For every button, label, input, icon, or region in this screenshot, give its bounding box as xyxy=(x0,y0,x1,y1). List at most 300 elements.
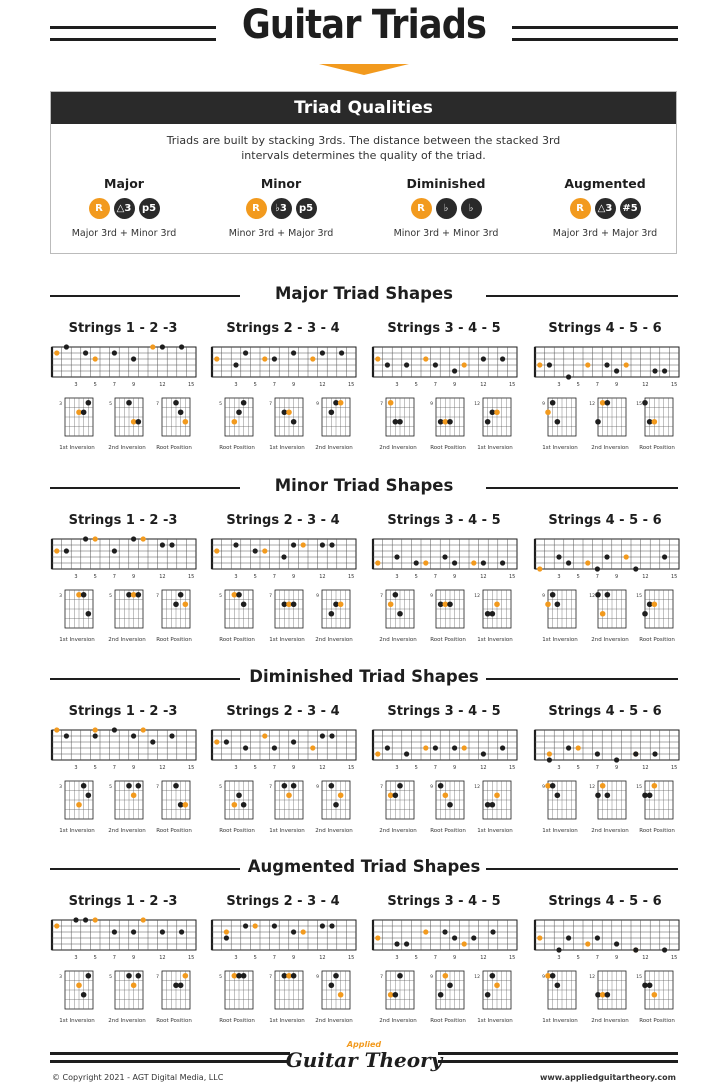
section-title: Major Triad Shapes xyxy=(275,284,453,303)
chord-note-dot xyxy=(291,929,296,934)
chord-fret-number: 9 xyxy=(316,974,319,980)
chord-note-dot xyxy=(320,350,325,355)
chord-box-caption: 1st Inversion xyxy=(542,1018,578,1024)
fret-marker-label: 9 xyxy=(615,955,619,961)
chord-fret-number: 9 xyxy=(316,784,319,790)
chord-note-dot xyxy=(243,350,248,355)
chord-note-dot xyxy=(471,935,476,940)
root-note-dot xyxy=(338,400,344,406)
fret-marker-label: 3 xyxy=(395,955,399,961)
chord-note-dot xyxy=(605,792,611,798)
chord-box-diagram xyxy=(637,397,677,443)
chord-note-dot xyxy=(333,973,339,979)
fret-marker-label: 3 xyxy=(395,765,399,771)
root-note-dot xyxy=(183,419,189,425)
chord-note-dot xyxy=(555,792,561,798)
chord-note-dot xyxy=(291,350,296,355)
fret-marker-label: 7 xyxy=(272,765,276,771)
fretboard-neck-diagram xyxy=(50,345,198,389)
chord-note-dot xyxy=(490,973,496,979)
chord-note-dot xyxy=(83,350,88,355)
fret-marker-label: 7 xyxy=(112,765,116,771)
chord-note-dot xyxy=(112,727,117,732)
chord-box-diagram xyxy=(267,970,307,1016)
chord-box-diagram xyxy=(428,970,468,1016)
chord-box-caption: 1st Inversion xyxy=(59,828,95,834)
chord-note-dot xyxy=(397,419,403,425)
chord-note-dot xyxy=(595,792,601,798)
string-group-title: Strings 1 - 2 -3 xyxy=(68,704,178,719)
string-group-title: Strings 1 - 2 -3 xyxy=(68,321,178,336)
chord-note-dot xyxy=(662,368,667,373)
chord-box-diagram xyxy=(314,780,354,826)
chord-fret-number: 12 xyxy=(589,974,595,980)
chord-fret-number: 12 xyxy=(474,401,480,407)
logo-guitar-theory: Guitar Theory xyxy=(285,1048,443,1072)
fret-marker-label: 15 xyxy=(348,955,355,961)
fretboard-neck-diagram xyxy=(50,537,198,581)
chord-box-caption: Root Position xyxy=(430,637,466,643)
quality-name: Diminished xyxy=(406,176,486,191)
chord-note-dot xyxy=(320,733,325,738)
chord-box-caption: 1st Inversion xyxy=(477,637,513,643)
chord-box-diagram xyxy=(590,970,630,1016)
chord-note-dot xyxy=(438,992,444,998)
chord-fret-number: 12 xyxy=(474,974,480,980)
fret-marker-label: 15 xyxy=(671,765,678,771)
fret-marker-label: 3 xyxy=(557,382,561,388)
chord-note-dot xyxy=(397,783,403,789)
chord-note-dot xyxy=(86,400,92,406)
chord-box-diagram xyxy=(378,780,418,826)
chord-fret-number: 5 xyxy=(219,401,222,407)
chord-note-dot xyxy=(556,554,561,559)
fret-marker-label: 9 xyxy=(615,765,619,771)
fretboard-neck-diagram xyxy=(371,345,519,389)
root-note-dot xyxy=(253,923,258,928)
root-note-dot xyxy=(375,560,380,565)
chord-note-dot xyxy=(64,548,69,553)
chord-note-dot xyxy=(173,400,179,406)
fret-marker-label: 5 xyxy=(93,574,97,580)
chord-fret-number: 7 xyxy=(156,784,159,790)
chord-note-dot xyxy=(550,592,556,598)
root-note-dot xyxy=(141,727,146,732)
string-group-title: Strings 2 - 3 - 4 xyxy=(226,894,340,909)
fret-marker-label: 5 xyxy=(253,382,257,388)
root-note-dot xyxy=(93,727,98,732)
root-note-dot xyxy=(301,929,306,934)
fret-marker-label: 9 xyxy=(292,765,296,771)
chord-fret-number: 9 xyxy=(542,974,545,980)
chord-box-diagram xyxy=(378,397,418,443)
fretboard-neck-diagram xyxy=(210,537,358,581)
fret-marker-label: 12 xyxy=(480,765,487,771)
chord-note-dot xyxy=(173,783,179,789)
chord-note-dot xyxy=(566,374,571,379)
chord-note-dot xyxy=(291,601,297,607)
chord-box-diagram xyxy=(540,397,580,443)
fret-marker-label: 3 xyxy=(74,382,78,388)
string-group-title: Strings 4 - 5 - 6 xyxy=(548,513,662,528)
chord-box-caption: 2nd Inversion xyxy=(108,637,146,643)
fret-marker-label: 7 xyxy=(433,574,437,580)
root-note-dot xyxy=(576,745,581,750)
root-note-dot xyxy=(537,566,542,571)
chord-box-diagram xyxy=(590,589,630,635)
string-group-title: Strings 4 - 5 - 6 xyxy=(548,894,662,909)
chord-note-dot xyxy=(291,542,296,547)
fret-marker-label: 5 xyxy=(93,765,97,771)
chord-note-dot xyxy=(291,419,297,425)
chord-note-dot xyxy=(224,739,229,744)
chord-box-caption: 1st Inversion xyxy=(477,828,513,834)
chord-note-dot xyxy=(614,757,619,762)
chord-note-dot xyxy=(93,733,98,738)
chord-note-dot xyxy=(647,792,653,798)
fret-marker-label: 9 xyxy=(453,382,457,388)
string-group-title: Strings 1 - 2 -3 xyxy=(68,894,178,909)
chord-note-dot xyxy=(500,560,505,565)
fret-marker-label: 7 xyxy=(595,955,599,961)
fret-marker-label: 3 xyxy=(557,574,561,580)
fret-marker-label: 9 xyxy=(615,382,619,388)
root-note-dot xyxy=(423,929,428,934)
chord-fret-number: 7 xyxy=(156,401,159,407)
chord-fret-number: 7 xyxy=(380,401,383,407)
root-note-dot xyxy=(214,548,219,553)
fret-marker-label: 7 xyxy=(112,574,116,580)
string-group-title: Strings 3 - 4 - 5 xyxy=(387,321,501,336)
root-note-dot xyxy=(54,548,59,553)
root-note-dot xyxy=(471,560,476,565)
fret-marker-label: 15 xyxy=(188,382,195,388)
chord-note-dot xyxy=(73,917,78,922)
root-note-dot xyxy=(585,941,590,946)
chord-note-dot xyxy=(272,923,277,928)
fret-marker-label: 3 xyxy=(234,382,238,388)
fret-marker-label: 7 xyxy=(595,574,599,580)
root-note-dot xyxy=(54,923,59,928)
fret-marker-label: 5 xyxy=(93,955,97,961)
chord-note-dot xyxy=(614,941,619,946)
fret-marker-label: 7 xyxy=(433,382,437,388)
fret-marker-label: 12 xyxy=(642,382,649,388)
chord-note-dot xyxy=(178,982,184,988)
chord-box-caption: 2nd Inversion xyxy=(379,1018,417,1024)
fret-marker-label: 12 xyxy=(159,955,166,961)
root-note-dot xyxy=(76,802,82,808)
chord-note-dot xyxy=(272,745,277,750)
chord-box-diagram xyxy=(107,780,147,826)
chord-box-diagram xyxy=(154,589,194,635)
fretboard-neck-diagram xyxy=(371,537,519,581)
root-note-dot xyxy=(141,917,146,922)
chord-note-dot xyxy=(178,409,184,415)
chord-note-dot xyxy=(150,739,155,744)
chord-fret-number: 9 xyxy=(542,593,545,599)
chord-note-dot xyxy=(595,935,600,940)
chord-note-dot xyxy=(604,362,609,367)
chord-note-dot xyxy=(566,935,571,940)
chord-note-dot xyxy=(433,362,438,367)
chord-box-caption: 2nd Inversion xyxy=(379,445,417,451)
chord-note-dot xyxy=(452,368,457,373)
chord-box-caption: Root Position xyxy=(219,1018,255,1024)
fret-marker-label: 9 xyxy=(132,382,136,388)
website-link[interactable]: www.appliedguitartheory.com xyxy=(540,1073,676,1082)
chord-note-dot xyxy=(652,751,657,756)
chord-fret-number: 7 xyxy=(269,593,272,599)
fretboard-neck-diagram xyxy=(210,345,358,389)
chord-note-dot xyxy=(241,973,247,979)
chord-note-dot xyxy=(329,409,335,415)
fifth-symbol: p5 xyxy=(139,198,160,219)
fret-marker-label: 15 xyxy=(509,765,516,771)
chord-box-caption: 1st Inversion xyxy=(269,828,305,834)
quality-formula: Minor 3rd + Minor 3rd xyxy=(393,228,499,239)
root-note-dot xyxy=(375,751,380,756)
chord-box-diagram xyxy=(475,780,515,826)
chord-note-dot xyxy=(566,745,571,750)
chord-box-diagram xyxy=(267,589,307,635)
chord-fret-number: 5 xyxy=(219,974,222,980)
chord-note-dot xyxy=(178,592,184,598)
chord-fret-number: 9 xyxy=(430,401,433,407)
quality-symbols xyxy=(211,198,351,219)
quality-symbols xyxy=(535,198,675,219)
chord-note-dot xyxy=(131,356,136,361)
chord-note-dot xyxy=(614,368,619,373)
root-note-dot xyxy=(652,992,658,998)
chord-fret-number: 9 xyxy=(430,974,433,980)
root-note-dot xyxy=(131,982,137,988)
chord-box-diagram xyxy=(267,397,307,443)
chord-note-dot xyxy=(485,419,491,425)
chord-note-dot xyxy=(442,554,447,559)
chord-box-caption: Root Position xyxy=(219,828,255,834)
chord-note-dot xyxy=(442,929,447,934)
chord-note-dot xyxy=(160,929,165,934)
root-note-dot xyxy=(494,982,500,988)
chord-note-dot xyxy=(595,566,600,571)
root-note-dot xyxy=(443,792,449,798)
chord-box-caption: 2nd Inversion xyxy=(591,1018,629,1024)
chord-box-diagram xyxy=(57,780,97,826)
chord-note-dot xyxy=(243,745,248,750)
chord-note-dot xyxy=(397,611,403,617)
fretboard-neck-diagram xyxy=(210,728,358,772)
root-note-dot xyxy=(301,542,306,547)
root-note-dot xyxy=(338,792,344,798)
fret-marker-label: 9 xyxy=(132,765,136,771)
chord-note-dot xyxy=(550,400,556,406)
chord-fret-number: 15 xyxy=(636,784,642,790)
chord-box-caption: 1st Inversion xyxy=(542,828,578,834)
root-note-dot xyxy=(462,745,467,750)
chord-note-dot xyxy=(136,973,142,979)
chord-box-diagram xyxy=(267,780,307,826)
chord-box-caption: 2nd Inversion xyxy=(591,445,629,451)
chord-note-dot xyxy=(86,792,92,798)
fret-marker-label: 9 xyxy=(132,574,136,580)
root-note-dot xyxy=(262,733,267,738)
chord-box-caption: 1st Inversion xyxy=(542,637,578,643)
fret-marker-label: 9 xyxy=(292,574,296,580)
root-symbol: R xyxy=(246,198,267,219)
chord-box-diagram xyxy=(314,397,354,443)
root-note-dot xyxy=(338,992,344,998)
section-title: Minor Triad Shapes xyxy=(274,476,454,495)
chord-note-dot xyxy=(112,548,117,553)
fretboard-neck-diagram xyxy=(50,918,198,962)
root-note-dot xyxy=(388,400,394,406)
chord-box-caption: 2nd Inversion xyxy=(379,637,417,643)
chord-box-diagram xyxy=(475,970,515,1016)
root-note-dot xyxy=(585,560,590,565)
fret-marker-label: 9 xyxy=(292,382,296,388)
chord-note-dot xyxy=(236,792,242,798)
chord-box-caption: Root Position xyxy=(156,445,192,451)
chord-note-dot xyxy=(447,982,453,988)
chord-note-dot xyxy=(604,554,609,559)
fifth-symbol: #5 xyxy=(620,198,641,219)
chord-fret-number: 9 xyxy=(316,401,319,407)
chord-fret-number: 7 xyxy=(269,974,272,980)
fret-marker-label: 12 xyxy=(480,574,487,580)
fretboard-neck-diagram xyxy=(371,728,519,772)
chord-box-caption: Root Position xyxy=(639,1018,675,1024)
chord-note-dot xyxy=(173,601,179,607)
chord-note-dot xyxy=(179,929,184,934)
root-note-dot xyxy=(547,751,552,756)
chord-note-dot xyxy=(633,751,638,756)
root-note-dot xyxy=(338,601,344,607)
chord-note-dot xyxy=(481,356,486,361)
root-note-dot xyxy=(652,601,658,607)
chord-box-diagram xyxy=(540,780,580,826)
chord-note-dot xyxy=(329,611,335,617)
chord-box-diagram xyxy=(107,970,147,1016)
chord-note-dot xyxy=(136,783,142,789)
fret-marker-label: 9 xyxy=(453,955,457,961)
chord-note-dot xyxy=(126,400,132,406)
chord-box-caption: 1st Inversion xyxy=(542,445,578,451)
chord-box-diagram xyxy=(217,780,257,826)
chord-note-dot xyxy=(550,783,556,789)
fret-marker-label: 3 xyxy=(395,574,399,580)
chord-note-dot xyxy=(83,917,88,922)
root-symbol: R xyxy=(570,198,591,219)
quality-name: Augmented xyxy=(564,176,646,191)
chord-note-dot xyxy=(452,745,457,750)
fret-marker-label: 7 xyxy=(272,382,276,388)
chord-note-dot xyxy=(291,739,296,744)
chord-note-dot xyxy=(500,745,505,750)
fret-marker-label: 9 xyxy=(453,574,457,580)
chord-note-dot xyxy=(595,419,601,425)
chord-note-dot xyxy=(555,601,561,607)
chord-fret-number: 5 xyxy=(219,784,222,790)
chord-note-dot xyxy=(447,802,453,808)
string-group-title: Strings 3 - 4 - 5 xyxy=(387,704,501,719)
chord-box-caption: 1st Inversion xyxy=(477,1018,513,1024)
chord-note-dot xyxy=(662,554,667,559)
chord-note-dot xyxy=(86,973,92,979)
chord-box-diagram xyxy=(107,397,147,443)
chord-box-diagram xyxy=(57,397,97,443)
chord-box-diagram xyxy=(637,780,677,826)
root-note-dot xyxy=(310,356,315,361)
fret-marker-label: 3 xyxy=(234,955,238,961)
root-note-dot xyxy=(545,409,551,415)
chord-box-diagram xyxy=(590,780,630,826)
copyright-text: © Copyright 2021 - AGT Digital Media, LLC xyxy=(52,1073,224,1082)
chord-box-caption: Root Position xyxy=(430,445,466,451)
root-note-dot xyxy=(388,601,394,607)
quality-diminished xyxy=(376,176,516,239)
root-note-dot xyxy=(545,601,551,607)
fret-marker-label: 15 xyxy=(348,765,355,771)
quality-formula: Major 3rd + Minor 3rd xyxy=(71,228,177,239)
chord-note-dot xyxy=(329,733,334,738)
chord-box-diagram xyxy=(378,970,418,1016)
chord-box-caption: 1st Inversion xyxy=(269,445,305,451)
chord-fret-number: 5 xyxy=(219,593,222,599)
triad-qualities-intro: Triads are built by stacking 3rds. The distance between the stacked 3rd intervals determines the quality of the triad. xyxy=(166,134,561,162)
chord-note-dot xyxy=(112,929,117,934)
fret-marker-label: 3 xyxy=(74,574,78,580)
chord-note-dot xyxy=(291,783,297,789)
chord-note-dot xyxy=(329,982,335,988)
chord-note-dot xyxy=(241,601,247,607)
fret-marker-label: 12 xyxy=(159,765,166,771)
chord-box-caption: 2nd Inversion xyxy=(108,828,146,834)
root-note-dot xyxy=(537,935,542,940)
fret-marker-label: 15 xyxy=(348,574,355,580)
chord-note-dot xyxy=(394,554,399,559)
chord-box-diagram xyxy=(637,970,677,1016)
chord-box-caption: Root Position xyxy=(639,637,675,643)
chord-note-dot xyxy=(81,992,87,998)
root-note-dot xyxy=(286,409,292,415)
title-pointer-triangle xyxy=(319,64,409,75)
fret-marker-label: 5 xyxy=(576,382,580,388)
root-note-dot xyxy=(310,745,315,750)
chord-note-dot xyxy=(555,419,561,425)
chord-note-dot xyxy=(481,560,486,565)
fretboard-neck-diagram xyxy=(533,918,681,962)
root-note-dot xyxy=(624,554,629,559)
chord-note-dot xyxy=(414,560,419,565)
fret-marker-label: 15 xyxy=(509,574,516,580)
chord-fret-number: 12 xyxy=(589,401,595,407)
chord-fret-number: 3 xyxy=(59,974,62,980)
fret-marker-label: 12 xyxy=(319,765,326,771)
chord-fret-number: 9 xyxy=(430,784,433,790)
chord-box-caption: 2nd Inversion xyxy=(315,828,353,834)
chord-note-dot xyxy=(605,592,611,598)
chord-note-dot xyxy=(404,751,409,756)
fret-marker-label: 9 xyxy=(132,955,136,961)
chord-note-dot xyxy=(447,601,453,607)
chord-note-dot xyxy=(452,935,457,940)
chord-box-caption: Root Position xyxy=(219,445,255,451)
chord-note-dot xyxy=(556,947,561,952)
string-group-title: Strings 4 - 5 - 6 xyxy=(548,321,662,336)
root-note-dot xyxy=(494,792,500,798)
chord-box-caption: Root Position xyxy=(156,637,192,643)
